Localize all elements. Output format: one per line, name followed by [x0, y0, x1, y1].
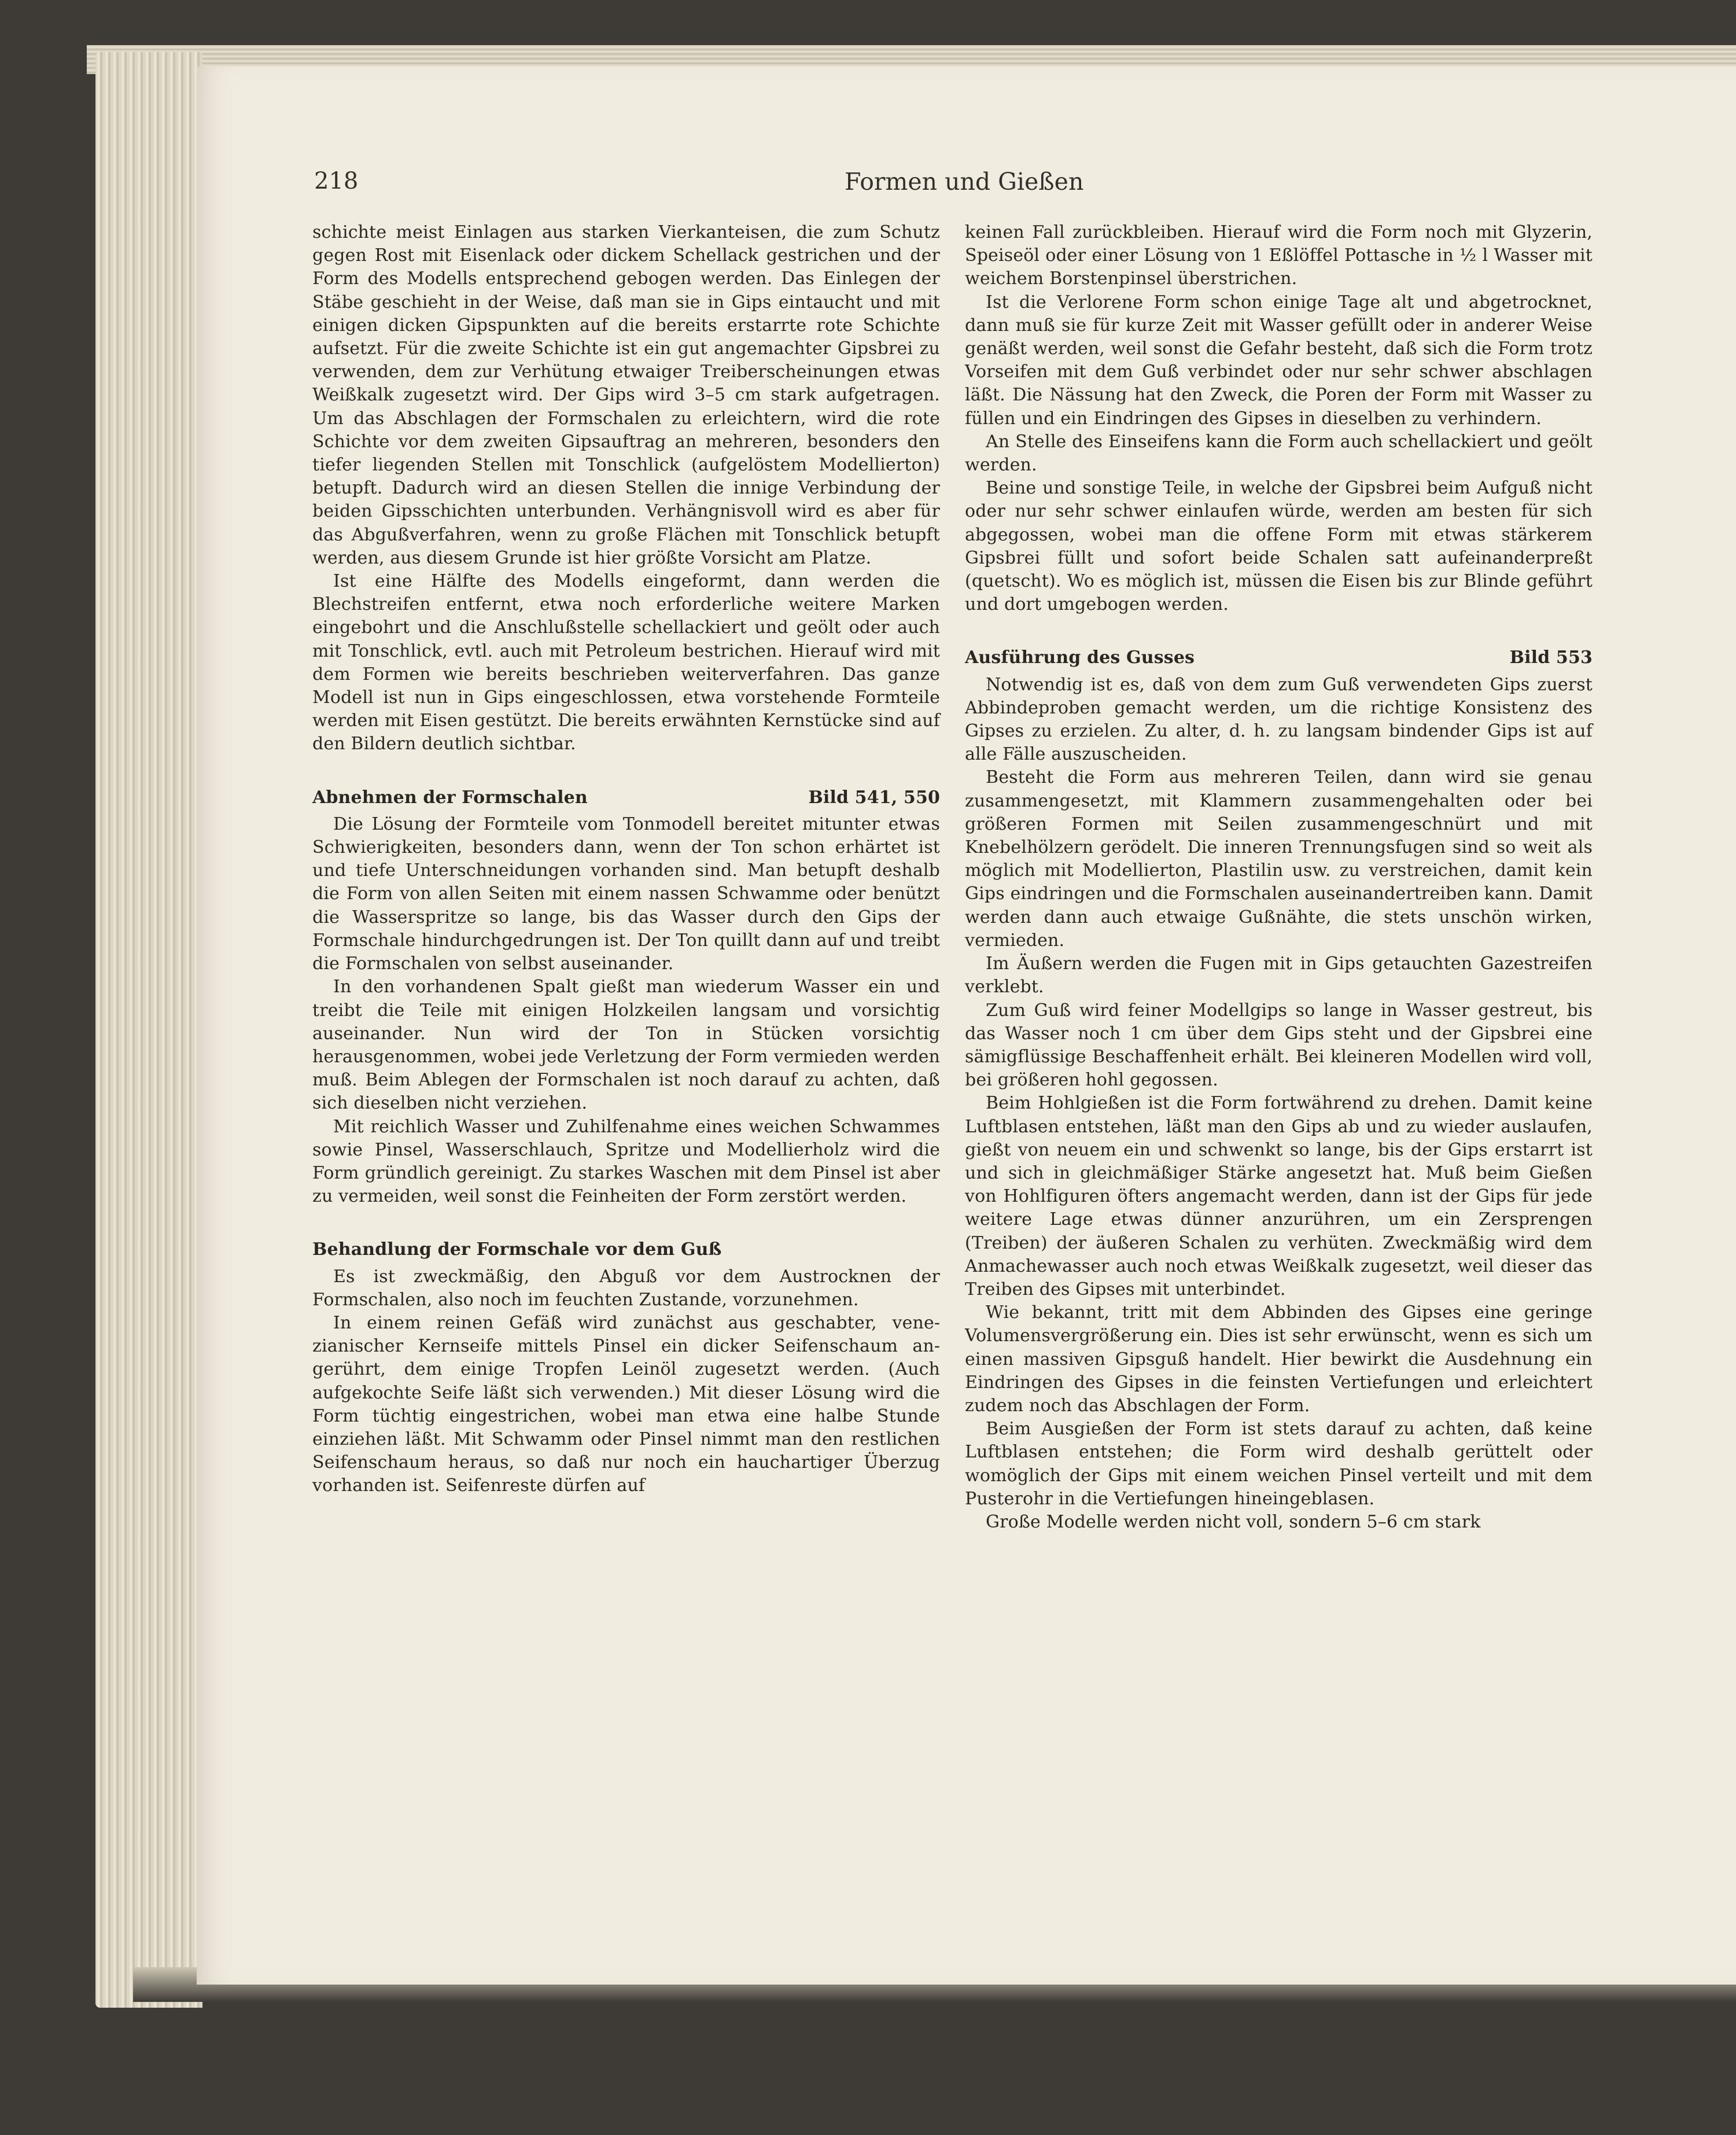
book-page-stack-left — [95, 52, 202, 2008]
paragraph: Beine und sonstige Teile, in welche der Gipsbrei beim Aufguß nicht oder nur sehr schwer einlaufen würde, werden am besten für sich abgegossen, wobei man die offene Form mit etwas stärkerem Gipsbrei füllt und sofort beide Schalen satt aufeinanderpreßt (quetscht). Wo es möglich ist, müssen die Eisen bis zur Blinde geführt und dort umgebogen werden. — [965, 478, 1593, 615]
section-title: Abnehmen der Formschalen — [312, 787, 588, 808]
paragraph: keinen Fall zurückbleiben. Hierauf wird die Form noch mit Glyzerin, Speiseöl oder einer Lösung von 1 Eßlöffel Pottasche in ½ l Wasser mit weichem Borstenpinsel überstrichen. — [965, 222, 1593, 289]
section-heading-behandlung — [312, 1238, 940, 1261]
paragraph: Ist die Verlorene Form schon einige Tage alt und abgetrocknet, dann muß sie für kurze Zeit mit Wasser gefüllt oder in anderer Weise genäßt werden, weil sonst die Gefahr besteht, daß sich die Form trotz Vorseifen mit dem Guß verbindet oder nur sehr schwer abschlagen läßt. Die Nässung hat den Zweck, die Poren der Form mit Wasser zu füllen und ein Eindringen des Gipses in dieselben zu verhindern. — [965, 292, 1593, 429]
page-number: 218 — [314, 168, 359, 194]
paragraph: Zum Guß wird feiner Modellgips so lange in Wasser gestreut, bis das Wasser noch 1 cm über dem Gips steht und der Gipsbrei eine sämigflüssige Beschaffenheit erhält. Bei kleineren Modellen wird voll, bei größeren hohl gegossen. — [965, 1000, 1593, 1091]
paragraph: An Stelle des Einseifens kann die Form auch schellackiert und geölt werden. — [965, 431, 1593, 476]
paragraph: In den vorhandenen Spalt gießt man wiederum Wasser ein und treibt die Teile mit einigen Holzkeilen langsam und vorsichtig auseinander. Nun wird der Ton in Stücken vorsichtig herausgenommen, wobei jede Verletzung der Form vermieden werden muß. Beim Ablegen der Formschalen ist noch darauf zu achten, daß sich dieselben nicht verziehen. — [312, 977, 940, 1114]
paragraph: Beim Ausgießen der Form ist stets darauf zu achten, daß keine Luftblasen entstehen; die Form wird deshalb gerüttelt oder womöglich der Gips mit einem weichen Pinsel verteilt und mit dem Pusterohr in die Vertiefungen hineingeblasen. — [965, 1419, 1593, 1509]
section-heading-abnehmen — [312, 786, 940, 809]
section-title: Behandlung der Formschale vor dem Guß — [312, 1239, 722, 1260]
paragraph: Im Äußern werden die Fugen mit in Gips getauchten Gazestreifen verklebt. — [965, 954, 1593, 997]
section-title: Ausführung des Gusses — [965, 647, 1195, 668]
paragraph: Große Modelle werden nicht voll, sondern 5–6 cm stark — [986, 1511, 1481, 1532]
figure-reference: Bild 553 — [1509, 647, 1593, 668]
paragraph: In einem reinen Gefäß wird zunächst aus geschabter, venezianischer Kernseife mittels Pinsel ein dicker Seifenschaum angerührt, dem einige Tropfen Leinöl zugesetzt werden. (Auch aufgekochte Seife läßt sich verwenden.) Mit dieser Lösung wird die Form tüchtig eingestrichen, wobei man etwa eine halbe Stunde einziehen läßt. Mit Schwamm oder Pinsel nimmt man den restlichen Seifenschaum heraus, so daß nur noch ein hauchartiger Überzug vorhanden ist. Seifenreste dürfen auf — [312, 1312, 940, 1496]
paragraph: schichte meist Einlagen aus starken Vierkanteisen, die zum Schutz gegen Rost mit Eisenlack oder dickem Schellack gestrichen und der Form des Modells entsprechend gebogen werden. Das Einlegen der Stäbe geschieht in der Weise, daß man sie in Gips eintaucht und mit einigen dicken Gipspunkten auf die bereits erstarrte rote Schichte aufsetzt. Für die zweite Schichte ist ein gut angemachter Gipsbrei zu verwenden, dem zur Verhütung etwaiger Treiberscheinungen etwas Weißkalk zugesetzt wird. Der Gips wird 3–5 cm stark aufgetragen. Um das Abschlagen der Formschalen zu erleichtern, wird die rote Schichte vor dem zweiten Gipsauftrag an mehreren, besonders den tiefer liegenden Stellen mit Tonschlick (aufgelöstem Modellierton) betupft. Dadurch wird an diesen Stellen die innige Verbindung der beiden Gipsschichten unterbunden. Verhängnisvoll wird es aber für das Abgußverfahren, wenn zu große Flächen mit Tonschlick betupft werden, aus diesem Grunde ist hier größte Vorsicht am Platze. — [312, 222, 940, 568]
paragraph: Wie bekannt, tritt mit dem Abbinden des Gipses eine geringe Volumensvergrößerung ein. Dies ist sehr erwünscht, wenn es sich um einen massiven Gipsguß handelt. Hier bewirkt die Ausdehnung ein Eindringen des Gipses in die feinsten Vertiefungen und erleichtert zudem noch das Abschlagen der Form. — [965, 1302, 1593, 1416]
running-title: Formen und Gießen — [845, 168, 1084, 196]
section-heading-ausfuehrung — [965, 646, 1593, 669]
left-column — [312, 221, 940, 1498]
paragraph: Ist eine Hälfte des Modells eingeformt, dann werden die Blechstreifen entfernt, etwa noch erforderliche weitere Marken eingebohrt und die Anschlußstelle schellackiert und geölt oder auch mit Tonschlick, evtl. auch mit Petroleum bestrichen. Hierauf wird mit dem Formen wie bereits beschrieben weiterverfahren. Das ganze Modell ist nun in Gips eingeschlossen, etwa vorstehende Formteile werden mit Eisen gestützt. Die bereits erwähnten Kernstücke sind auf den Bildern deutlich sichtbar. — [312, 571, 940, 754]
paragraph: Mit reichlich Wasser und Zuhilfenahme eines weichen Schwammes sowie Pinsel, Wasserschlauch, Spritze und Modellierholz wird die Form gründlich gereinigt. Zu starkes Waschen mit dem Pinsel ist aber zu vermeiden, weil sonst die Feinheiten der Form zerstört werden. — [312, 1116, 940, 1207]
paragraph: Besteht die Form aus mehreren Teilen, dann wird sie genau zusammengesetzt, mit Klammern zusammengehalten oder bei größeren Formen mit Seilen zusammengeschnürt und mit Knebelhölzern gerödelt. Die inneren Trennungsfugen sind so weit als möglich mit Modellierton, Plastilin usw. zu verstreichen, damit kein Gips eindringen und die Formschalen auseinandertreiben kann. Damit werden dann auch etwaige Gußnähte, die stets unschön wirken, vermieden. — [965, 767, 1593, 951]
right-column — [965, 221, 1593, 1534]
paragraph: Die Lösung der Formteile vom Tonmodell bereitet mitunter etwas Schwierigkeiten, besonders dann, wenn der Ton schon erhärtet ist und tiefe Unterschneidungen vorhanden sind. Man betupft deshalb die Form von allen Seiten mit einem nassen Schwamme oder benützt die Wasserspritze so lange, bis das Wasser durch den Gips der Formschale hindurchgedrungen ist. Der Ton quillt dann auf und treibt die Formschalen von selbst auseinander. — [312, 813, 940, 974]
paragraph: Notwendig ist es, daß von dem zum Guß verwendeten Gips zuerst Abbindeproben gemacht werden, um die richtige Konsistenz des Gipses zu erzielen. Zu alter, d. h. zu langsam bindender Gips ist auf alle Fälle auszuscheiden. — [965, 674, 1593, 765]
paragraph: Es ist zweckmäßig, den Abguß vor dem Austrocknen der Formschalen, also noch im feuchten Zustande, vorzunehmen. — [312, 1266, 940, 1310]
figure-reference: Bild 541, 550 — [808, 787, 940, 808]
paragraph: Beim Hohlgießen ist die Form fortwährend zu drehen. Damit keine Luftblasen entstehen, läßt man den Gips ab und zu wieder auslaufen, gießt von neuem ein und schwenkt so lange, bis der Gips erstarrt ist und sich in gleichmäßiger Stärke angesetzt hat. Muß beim Gießen von Hohlfiguren öfters angemacht werden, dann ist der Gips für jede weitere Lage etwas dünner anzurühren, um ein Zersprengen (Treiben) der äußeren Schalen zu verhüten. Zweckmäßig wird dem Anmachewasser auch noch etwas Weißkalk zugesetzt, weil dieser das Treiben des Gipses mit unterbindet. — [965, 1093, 1593, 1300]
